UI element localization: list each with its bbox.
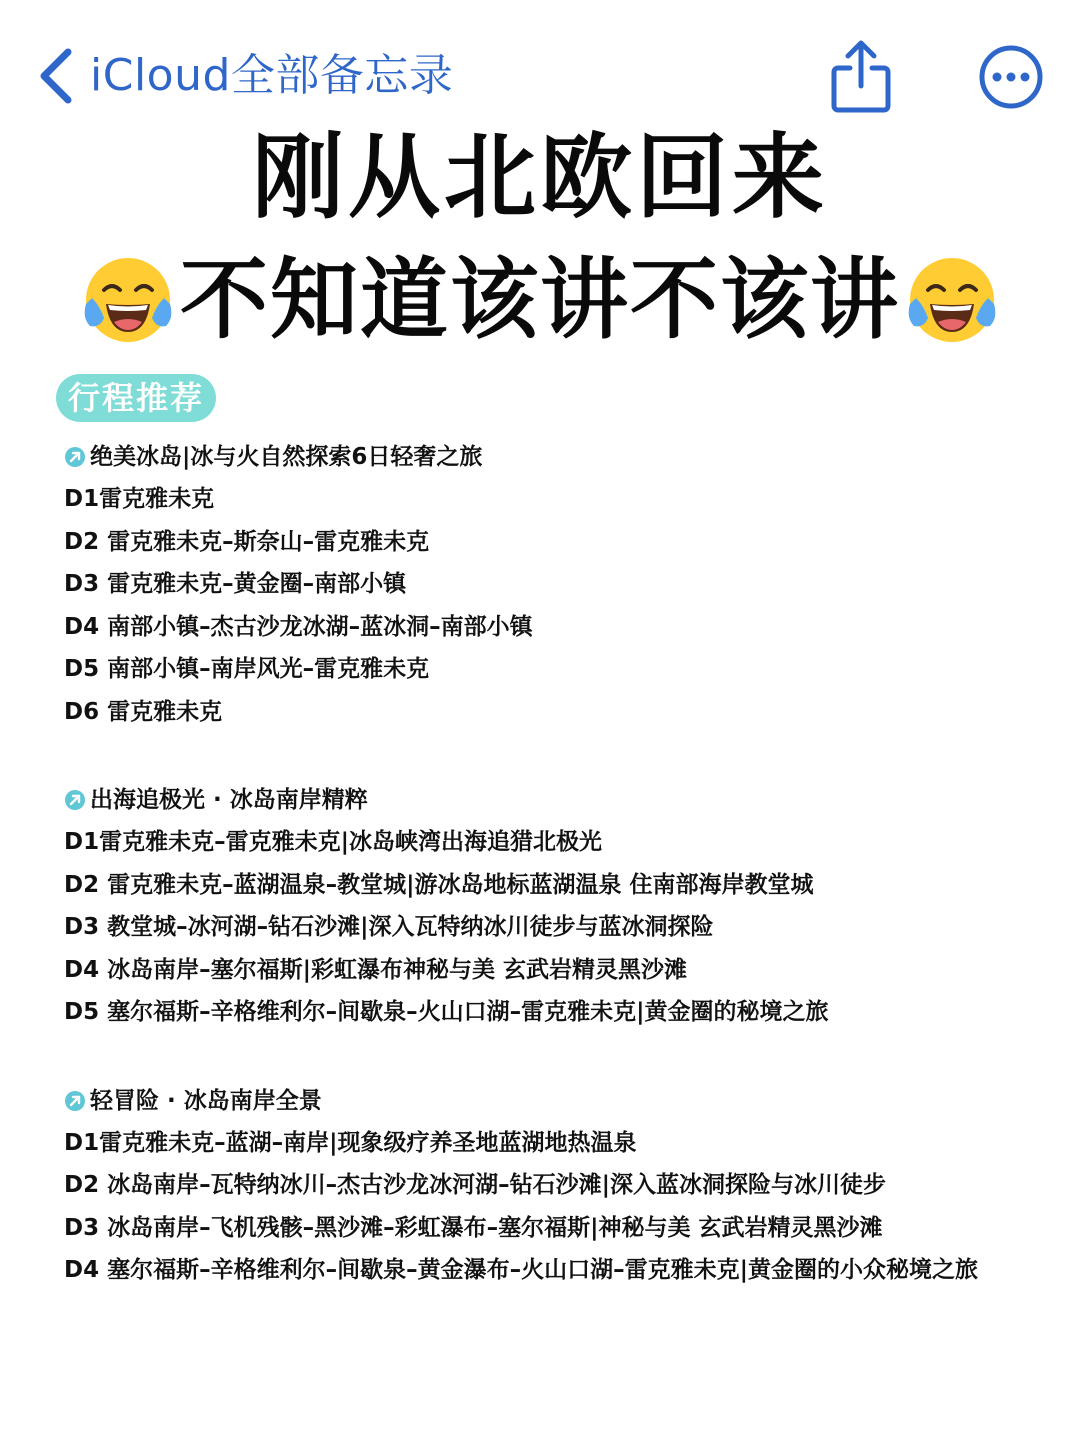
day-item: D3 雷克雅未克–黄金圈–南部小镇 [64, 571, 407, 597]
note-body [64, 436, 1054, 1338]
tears-of-joy-emoji-icon [904, 252, 1000, 348]
itinerary-tag: 行程推荐 [56, 374, 216, 422]
group-title [64, 779, 1054, 821]
day-item: D4 南部小镇–杰古沙龙冰湖–蓝冰洞–南部小镇 [64, 613, 533, 640]
tears-of-joy-emoji-icon [80, 252, 176, 348]
arrow-up-right-icon [64, 789, 86, 811]
group-title-text: 出海追极光 · 冰岛南岸精粹 [90, 787, 368, 813]
itinerary-group [64, 1080, 1054, 1292]
day-item: D1雷克雅未克–蓝湖–南岸|现象级疗养圣地蓝湖地热温泉 [64, 1129, 637, 1156]
arrow-up-right-icon [64, 1090, 86, 1112]
back-button[interactable] [38, 44, 453, 108]
day-item: D2 雷克雅未克–蓝湖温泉–教堂城|游冰岛地标蓝湖温泉 住南部海岸教堂城 [64, 871, 814, 898]
group-title [64, 436, 1054, 478]
back-label: iCloud全部备忘录 [90, 50, 454, 101]
ellipsis-circle-icon [978, 44, 1044, 110]
day-item: D2 冰岛南岸–瓦特纳冰川–杰古沙龙冰河湖–钻石沙滩|深入蓝冰洞探险与冰川徒步 [64, 1172, 887, 1198]
share-button[interactable] [826, 38, 896, 114]
day-item: D6 雷克雅未克 [64, 698, 223, 725]
group-title-text: 绝美冰岛|冰与火自然探索6日轻奢之旅 [90, 444, 483, 470]
day-item: D4 塞尔福斯–辛格维利尔–间歇泉–黄金瀑布–火山口湖–雷克雅未克|黄金圈的小众秘境之旅 [64, 1257, 979, 1283]
headline-line-1: 刚从北欧回来 [251, 124, 828, 231]
headline-line-2-row [0, 240, 1080, 360]
arrow-up-right-icon [64, 446, 86, 468]
day-item: D3 教堂城–冰河湖–钻石沙滩|深入瓦特纳冰川徒步与蓝冰洞探险 [64, 914, 714, 940]
day-item: D2 雷克雅未克–斯奈山–雷克雅未克 [64, 528, 430, 555]
headline-line-2: 不知道该讲不该讲 [179, 248, 900, 351]
day-item: D5 南部小镇–南岸风光–雷克雅未克 [64, 656, 430, 682]
itinerary-group [64, 436, 1054, 733]
day-item: D5 塞尔福斯–辛格维利尔–间歇泉–火山口湖–雷克雅未克|黄金圈的秘境之旅 [64, 999, 829, 1025]
day-item: D4 冰岛南岸–塞尔福斯|彩虹瀑布神秘与美 玄武岩精灵黑沙滩 [64, 956, 688, 983]
chevron-left-icon [38, 48, 72, 104]
day-item: D3 冰岛南岸–飞机残骸–黑沙滩–彩虹瀑布–塞尔福斯|神秘与美 玄武岩精灵黑沙滩 [64, 1214, 883, 1241]
group-title [64, 1080, 1054, 1122]
itinerary-group [64, 779, 1054, 1034]
more-options-button[interactable] [978, 44, 1044, 110]
day-item: D1雷克雅未克 [64, 486, 215, 512]
group-title-text: 轻冒险 · 冰岛南岸全景 [90, 1087, 322, 1114]
day-item: D1雷克雅未克–雷克雅未克|冰岛峡湾出海追猎北极光 [64, 829, 602, 855]
share-icon [826, 38, 896, 114]
